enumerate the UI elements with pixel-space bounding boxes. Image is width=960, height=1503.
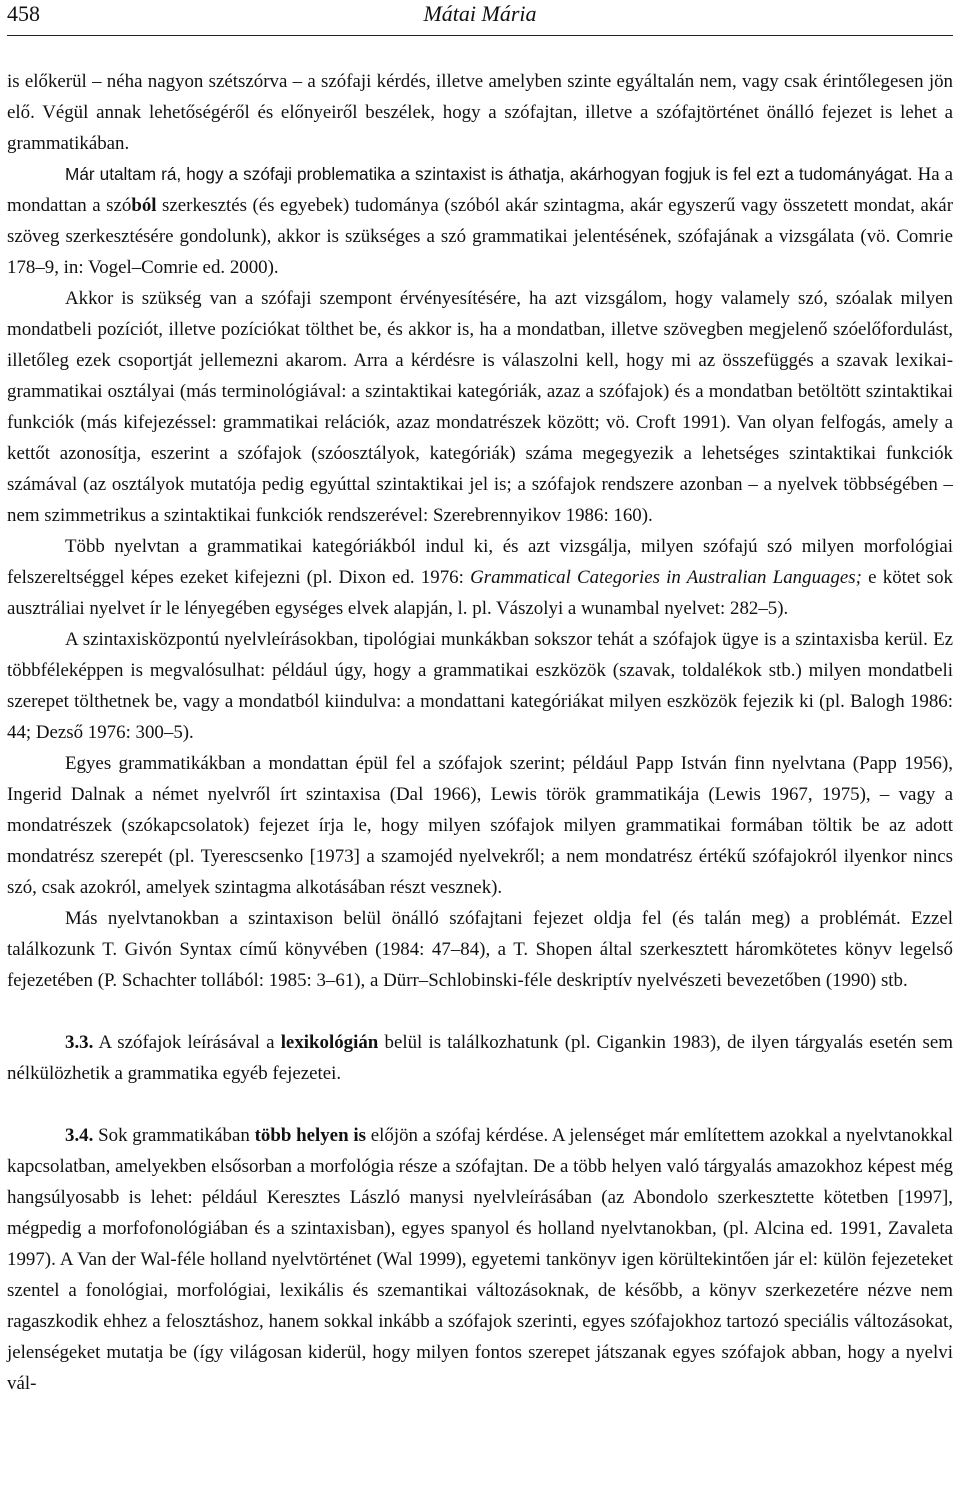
emphasis: ból — [131, 195, 157, 216]
section-3-3: 3.3. A szófajok leírásával a lexikológián belül is találkozhatunk (pl. Cigankin 1983), de ilyen tárgyalás esetén sem nélkülözhetik a grammatika egyéb fejezetei. — [7, 1032, 953, 1084]
paragraph: A szintaxisközpontú nyelvleírásokban, tipológiai munkákban sokszor tehát a szófajok ügye is a szintaxisba kerül. Ez többféleképpen is megvalósulhat: például úgy, hogy a grammatikai eszközök (szavak, toldalékok stb.) milyen mondatbeli szerepet tölthetnek be, vagy a mondatból kiindulva: a mondattani kategóriákat milyen eszközök fejezik ki (pl. Balogh 1986: 44; Dezső 1976: 300–5). — [7, 629, 953, 743]
section-3-4: 3.4. Sok grammatikában több helyen is előjön a szófaj kérdése. A jelenséget már említettem azokkal a nyelvtanokkal kapcsolatban, amelyekben elsősorban a morfológia része a szófajtan. De a több helyen való tárgyalás amazokhoz képest még hangsúlyosabb is lehet: például Keresztes László manysi nyelvleírásában (az Abondolo szerkesztette kötetben [1997], mégpedig a morfofonológiában és a szintaxisban), egyes spanyol és holland nyelvtanokban, (pl. Alcina ed. 1991, Zavaleta 1997). A Van der Wal-féle holland nyelvtörténet (Wal 1999), egyetemi tankönyv igen körültekintően jár el: külön fejezeteket szentel a fonológiai, morfológiai, lexikális és szemantikai változásoknak, de később, a könyv szerkezetére nézve nem ragaszkodik ehhez a felosztáshoz, hanem sokkal inkább a szófajok szerinti, egyes szófajokhoz tartozó speciális változásokat, jelenségeket mutatja be (így világosan kiderül, hogy milyen fontos szerepet játszanak egyes szófajok abban, hogy a nyelvi vál- — [7, 1125, 953, 1394]
paragraph: Már utaltam rá, hogy a szófaji problematika a szintaxist is áthatja, akárhogyan fogjuk is fel ezt a tudományágat. Ha a mondattan a szóból szerkesztés (és egyebek) tudománya (szóból akár szintagma, akár egyszerű vagy összetett mondat, akár szöveg szerkesztésére gondolunk), akkor is szükséges a szó grammatikai jelentésének, szófajának a vizsgálata (vö. Comrie 178–9, in: Vogel–Comrie ed. 2000). — [7, 164, 953, 278]
running-title: Mátai Mária — [423, 1, 537, 26]
book-title: Grammatical Categories in Australian Languages; — [470, 567, 862, 588]
emphasis: több helyen is — [254, 1125, 366, 1146]
emphasis: lexikológián — [280, 1032, 379, 1053]
paragraph: Más nyelvtanokban a szintaxison belül önálló szófajtani fejezet oldja fel (és talán meg) a problémát. Ezzel találkozunk T. Givón Syntax című könyvében (1984: 47–84), a T. Shopen által szerkesztett háromkötetes könyv legelső fejezetében (P. Schachter tollából: 1985: 3–61), a Dürr–Schlobinski-féle deskriptív nyelvészeti bevezetőben (1990) stb. — [7, 908, 953, 991]
paragraph: is előkerül – néha nagyon szétszórva – a szófaji kérdés, illetve amelyben szinte egyáltalán nem, vagy csak érintőlegesen jön elő. Végül annak lehetőségéről és előnyeiről beszélek, hogy a szófajtan, illetve a szófajtörténet önálló fejezet is lehet a grammatikában. — [7, 71, 953, 154]
section-number: 3.3. — [65, 1032, 94, 1053]
sans-serif-passage: Már utaltam rá, hogy a szófaji problematika a szintaxist is áthatja, akárhogyan fogjuk is fel ezt a tudományágat. — [65, 164, 913, 184]
page-header — [7, 0, 953, 36]
paragraph: Egyes grammatikákban a mondattan épül fel a szófajok szerint; például Papp István finn nyelvtana (Papp 1956), Ingerid Dalnak a német nyelvről írt szintaxisa (Dal 1966), Lewis török grammatikája (Lewis 1967, 1975), – vagy a mondatrészek (szókapcsolatok) fejezet írja le, hogy milyen szófajok milyen grammatikai formában töltik be az adott mondatrész szerepét (pl. Tyerescsenko [1973] a szamojéd nyelvekről; a nem mondatrész értékű szófajokról ilyenkor nincs szó, csak azokról, amelyek szintagma alkotásában részt vesznek). — [7, 753, 953, 898]
page-number: 458 — [7, 1, 40, 26]
paragraph: Több nyelvtan a grammatikai kategóriákból indul ki, és azt vizsgálja, milyen szófajú szó milyen morfológiai felszereltséggel képes ezeket kifejezni (pl. Dixon ed. 1976: Grammatical Categories in Australian Languages; e kötet sok ausztráliai nyelvet ír le lényegében egységes elvek alapján, l. pl. Vászolyi a wunambal nyelvet: 282–5). — [7, 536, 953, 619]
paragraph: Akkor is szükség van a szófaji szempont érvényesítésére, ha azt vizsgálom, hogy valamely szó, szóalak milyen mondatbeli pozíciót, illetve pozíciókat tölthet be, és akkor is, ha a mondatban, illetve szövegben megjelenő szóelőfordulást, illetőleg ezek csoportját jellemezni akarom. Arra a kérdésre is válaszolni kell, hogy mi az összefüggés a szavak lexikai-grammatikai osztályai (más terminológiával: a szintaktikai kategóriák, azaz a szófajok) és a mondatban betöltött szintaktikai funkciók (más kifejezéssel: grammatikai relációk, azaz mondatrészek között; vö. Croft 1991). Van olyan felfogás, amely a kettőt azonosítja, eszerint a szófajok (szóosztályok, kategóriák) száma megegyezik a lehetséges szintaktikai funkciók számával (az osztályok mutatója pedig egyúttal szintaktikai jel is; a szófajok rendszere azonban – a nyelvek többségében – nem szimmetrikus a szintaktikai funkciók rendszerével: Szerebrennyikov 1986: 160). — [7, 288, 953, 526]
section-number: 3.4. — [65, 1125, 94, 1146]
page-body — [7, 66, 953, 1399]
